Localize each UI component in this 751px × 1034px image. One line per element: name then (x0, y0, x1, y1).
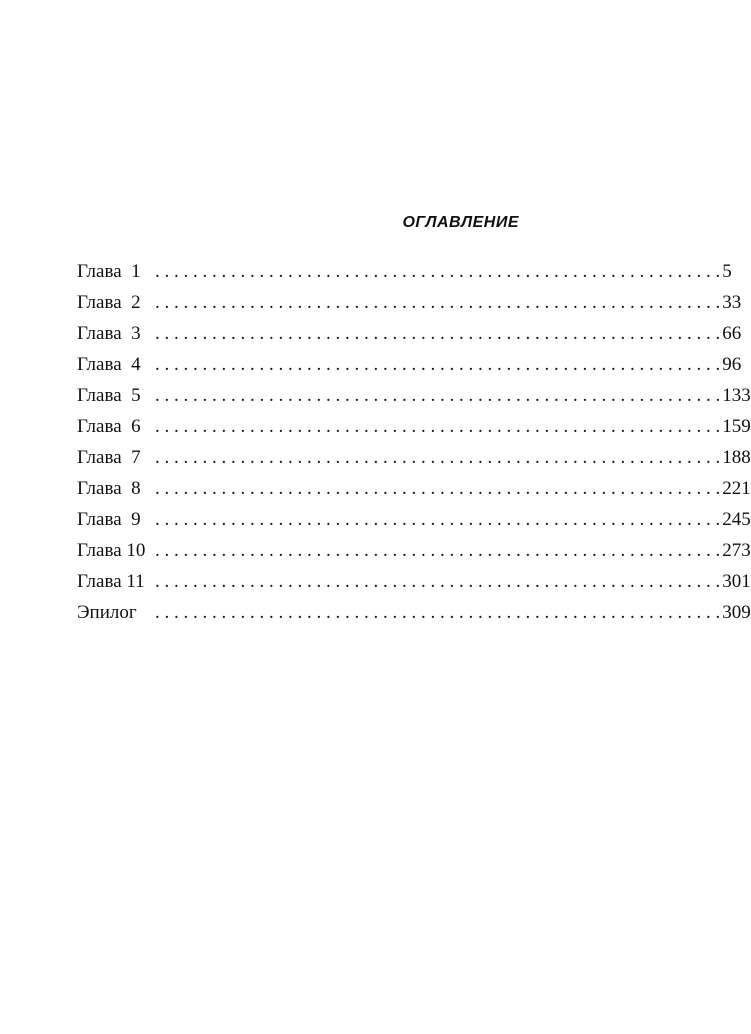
toc-entry-chapter-11[interactable] (77, 566, 751, 597)
table-of-contents (77, 256, 751, 628)
toc-entry-chapter-2[interactable] (77, 287, 742, 318)
dot-leader: . . . . . . . . . . . . . . . . . . . . . . . . . . . . . . . . . . . . . . . . . . . . . . . . . . . . . . . . . . . . (155, 509, 721, 530)
toc-entry-label: Глава 5 (77, 385, 141, 406)
dot-leader: . . . . . . . . . . . . . . . . . . . . . . . . . . . . . . . . . . . . . . . . . . . . . . . . . . . . . . . . . . . . (155, 416, 721, 437)
toc-entry-chapter-3[interactable] (77, 318, 742, 349)
dot-leader: . . . . . . . . . . . . . . . . . . . . . . . . . . . . . . . . . . . . . . . . . . . . . . . . . . . . . . . . . . . . (155, 478, 721, 499)
toc-entry-chapter-9[interactable] (77, 504, 751, 535)
dot-leader: . . . . . . . . . . . . . . . . . . . . . . . . . . . . . . . . . . . . . . . . . . . . . . . . . . . . . . . . . . . . (155, 602, 721, 623)
dot-leader: . . . . . . . . . . . . . . . . . . . . . . . . . . . . . . . . . . . . . . . . . . . . . . . . . . . . . . . . . . . . (155, 571, 721, 592)
toc-entry-label: Глава 7 (77, 447, 141, 468)
toc-entry-label: Глава 3 (77, 323, 141, 344)
toc-entry-label: Глава 4 (77, 354, 141, 375)
toc-entry-page: 33 (722, 292, 742, 313)
page-title: ОГЛАВЛЕНИЕ (402, 214, 519, 231)
toc-entry-label: Глава 1 (77, 261, 141, 282)
toc-entry-chapter-6[interactable] (77, 411, 751, 442)
toc-entry-page: 221 (722, 478, 751, 499)
toc-entry-label: Глава 11 (77, 571, 145, 592)
dot-leader: . . . . . . . . . . . . . . . . . . . . . . . . . . . . . . . . . . . . . . . . . . . . . . . . . . . . . . . . . . . . (155, 447, 721, 468)
toc-entry-chapter-10[interactable] (77, 535, 751, 566)
toc-entry-label: Глава 9 (77, 509, 141, 530)
toc-entry-label: Глава 6 (77, 416, 141, 437)
toc-entry-label: Глава 10 (77, 540, 146, 561)
toc-entry-page: 188 (722, 447, 751, 468)
toc-entry-chapter-1[interactable] (77, 256, 732, 287)
dot-leader: . . . . . . . . . . . . . . . . . . . . . . . . . . . . . . . . . . . . . . . . . . . . . . . . . . . . . . . . . . . . (155, 354, 721, 375)
toc-entry-page: 96 (722, 354, 742, 375)
toc-entry-page: 133 (722, 385, 751, 406)
toc-entry-chapter-4[interactable] (77, 349, 742, 380)
toc-entry-epilogue[interactable] (77, 597, 751, 628)
toc-entry-page: 301 (722, 571, 751, 592)
toc-entry-page: 66 (722, 323, 742, 344)
toc-entry-page: 159 (722, 416, 751, 437)
dot-leader: . . . . . . . . . . . . . . . . . . . . . . . . . . . . . . . . . . . . . . . . . . . . . . . . . . . . . . . . . . . . (155, 323, 721, 344)
toc-entry-page: 5 (722, 261, 732, 282)
toc-entry-chapter-5[interactable] (77, 380, 751, 411)
toc-entry-chapter-8[interactable] (77, 473, 751, 504)
dot-leader: . . . . . . . . . . . . . . . . . . . . . . . . . . . . . . . . . . . . . . . . . . . . . . . . . . . . . . . . . . . . (155, 385, 721, 406)
toc-entry-page: 309 (722, 602, 751, 623)
toc-entry-page: 273 (722, 540, 751, 561)
toc-entry-label: Эпилог (77, 602, 137, 623)
dot-leader: . . . . . . . . . . . . . . . . . . . . . . . . . . . . . . . . . . . . . . . . . . . . . . . . . . . . . . . . . . . . (155, 261, 721, 282)
toc-entry-page: 245 (722, 509, 751, 530)
dot-leader: . . . . . . . . . . . . . . . . . . . . . . . . . . . . . . . . . . . . . . . . . . . . . . . . . . . . . . . . . . . . (155, 540, 721, 561)
toc-entry-label: Глава 2 (77, 292, 141, 313)
toc-entry-label: Глава 8 (77, 478, 141, 499)
toc-entry-chapter-7[interactable] (77, 442, 751, 473)
dot-leader: . . . . . . . . . . . . . . . . . . . . . . . . . . . . . . . . . . . . . . . . . . . . . . . . . . . . . . . . . . . . (155, 292, 721, 313)
